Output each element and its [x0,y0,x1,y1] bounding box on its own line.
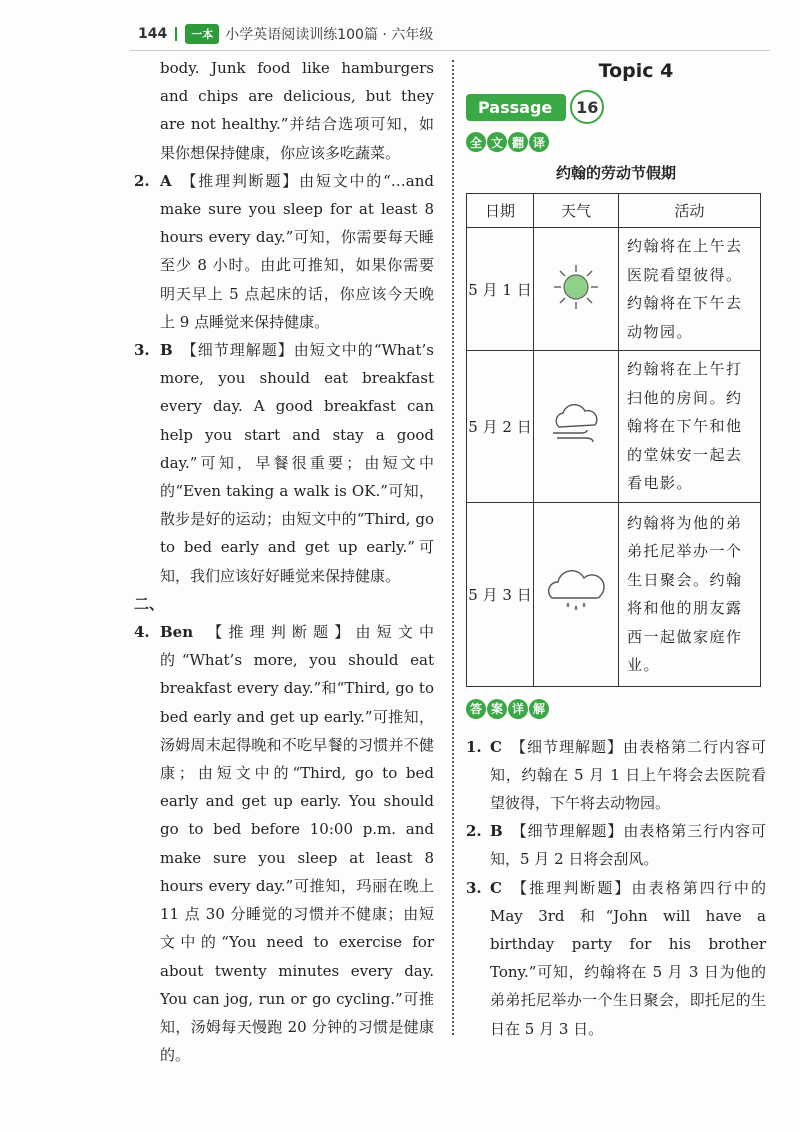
weather-cell [534,351,619,503]
sunny-icon [552,263,600,311]
activity-cell: 约翰将为他的弟弟托尼举办一个生日聚会。约翰将和他的朋友露西一起做家庭作业。 [619,502,761,686]
question-number: 4. [134,623,150,642]
column-divider [452,60,454,1035]
page-header [138,22,433,46]
answer-explanation: 【细节理解题】由表格第二行内容可知，约翰在 5 月 1 日上午将会去医院看望彼得，下午将去动物园。 [490,737,766,812]
answer-letter: C [490,878,502,897]
passage-number: 16 [570,90,604,124]
question-number: 2. [466,822,482,841]
answer-letter: Ben [160,623,194,642]
header-rule [130,50,770,51]
question-number: 1. [466,737,482,756]
tag-char: 详 [508,699,528,719]
table-row [467,351,761,503]
column-header-weather: 天气 [534,194,619,228]
tag-char: 文 [487,132,507,152]
holiday-plan-table [466,193,761,687]
date-cell: 5 月 2 日 [467,351,534,503]
left-column [134,54,434,1069]
answer-explanation: 【推理判断题】由短文中的“…and make sure you sleep for at least 8 hours every day.”可知，你需要每天睡至少 8 小时。由此可推知，如果你需要明天早上 5 点起床的话，你应该今天晚上 9 点睡觉来保持健康。 [160,171,434,331]
windy-cloud-icon [547,401,605,447]
section-two-heading: 二、 [134,594,165,613]
answer-explanation: 【推理判断题】由短文中的“What’s more, you should eat breakfast every day.”和“Third, go to bed early and get up early.”可推知，汤姆周末起得晚和不吃早餐的习惯并不健康；由短文中的“Third, go to bed early and get up early. You should go to bed before 10:00 p.m. and make sure you sleep at least 8 hours every day.”可推知，玛丽在晚上 11 点 30 分睡觉的习惯并不健康；由短文中的“You need to exercise for about twenty minutes every day. You can jog, run or go cycling.”可推知，汤姆每天慢跑 20 分钟的习惯是健康的。 [160,623,434,1065]
table-title: 约翰的劳动节假期 [555,164,676,182]
passage-label: Passage [466,94,566,121]
answer-tag [466,699,766,719]
tag-char: 解 [529,699,549,719]
answer-3 [134,336,434,590]
continued-answer: body. Junk food like hamburgers and chips are delicious, but they are not healthy.”并结合选项可知，如果你想保持健康，你应该多吃蔬菜。 [160,59,434,162]
column-header-date: 日期 [467,194,534,228]
table-row [467,502,761,686]
question-number: 2. [134,171,150,190]
tag-char: 译 [529,132,549,152]
date-cell: 5 月 3 日 [467,502,534,686]
answer-letter: C [490,737,502,756]
passage-badge [466,90,766,124]
header-divider [175,27,177,41]
answer-3 [466,874,766,1043]
question-number: 3. [466,878,482,897]
activity-cell: 约翰将在上午去医院看望彼得。约翰将在下午去动物园。 [619,228,761,351]
tag-char: 翻 [508,132,528,152]
book-title: 小学英语阅读训练100篇 · 六年级 [225,27,434,43]
answer-explanation: 【细节理解题】由短文中的“What’s more, you should eat breakfast every day. A good breakfast can help you start and stay a good day.”可知，早餐很重要；由短文中的“Even taking a walk is OK.”可知，散步是好的运动；由短文中的“Third, go to bed early and get up early.”可知，我们应该好好睡觉来保持健康。 [160,341,434,585]
answer-2 [134,167,434,336]
tag-char: 全 [466,132,486,152]
activity-cell: 约翰将在上午打扫他的房间。约翰将在下午和他的堂妹安一起去看电影。 [619,351,761,503]
answer-explanation: 【细节理解题】由表格第三行内容可知，5 月 2 日将会刮风。 [490,822,766,869]
answer-letter: B [490,822,503,841]
column-header-activity: 活动 [619,194,761,228]
date-cell: 5 月 1 日 [467,228,534,351]
question-number: 3. [134,341,150,360]
answer-1 [466,733,766,818]
table-row [467,228,761,351]
answer-letter: A [160,171,172,190]
brand-logo: 一本 [185,24,219,44]
rainy-cloud-icon [544,570,608,614]
table-header-row [467,194,761,228]
answer-explanation: 【推理判断题】由表格第四行中的 May 3rd 和“John will have a birthday party for his brother Tony.”可知，约翰将在 5 月 3 日为他的弟弟托尼举办一个生日聚会，即托尼的生日在 5 月 3 日。 [490,878,766,1038]
topic-heading: Topic 4 [598,60,674,82]
weather-cell [534,228,619,351]
answer-explanations [466,733,766,1043]
weather-cell [534,502,619,686]
answer-4 [134,618,434,1069]
page-number: 144 [138,26,168,42]
answer-2 [466,817,766,873]
translation-tag [466,132,766,152]
tag-char: 答 [466,699,486,719]
answer-letter: B [160,341,173,360]
tag-char: 案 [487,699,507,719]
right-column [466,54,766,1043]
